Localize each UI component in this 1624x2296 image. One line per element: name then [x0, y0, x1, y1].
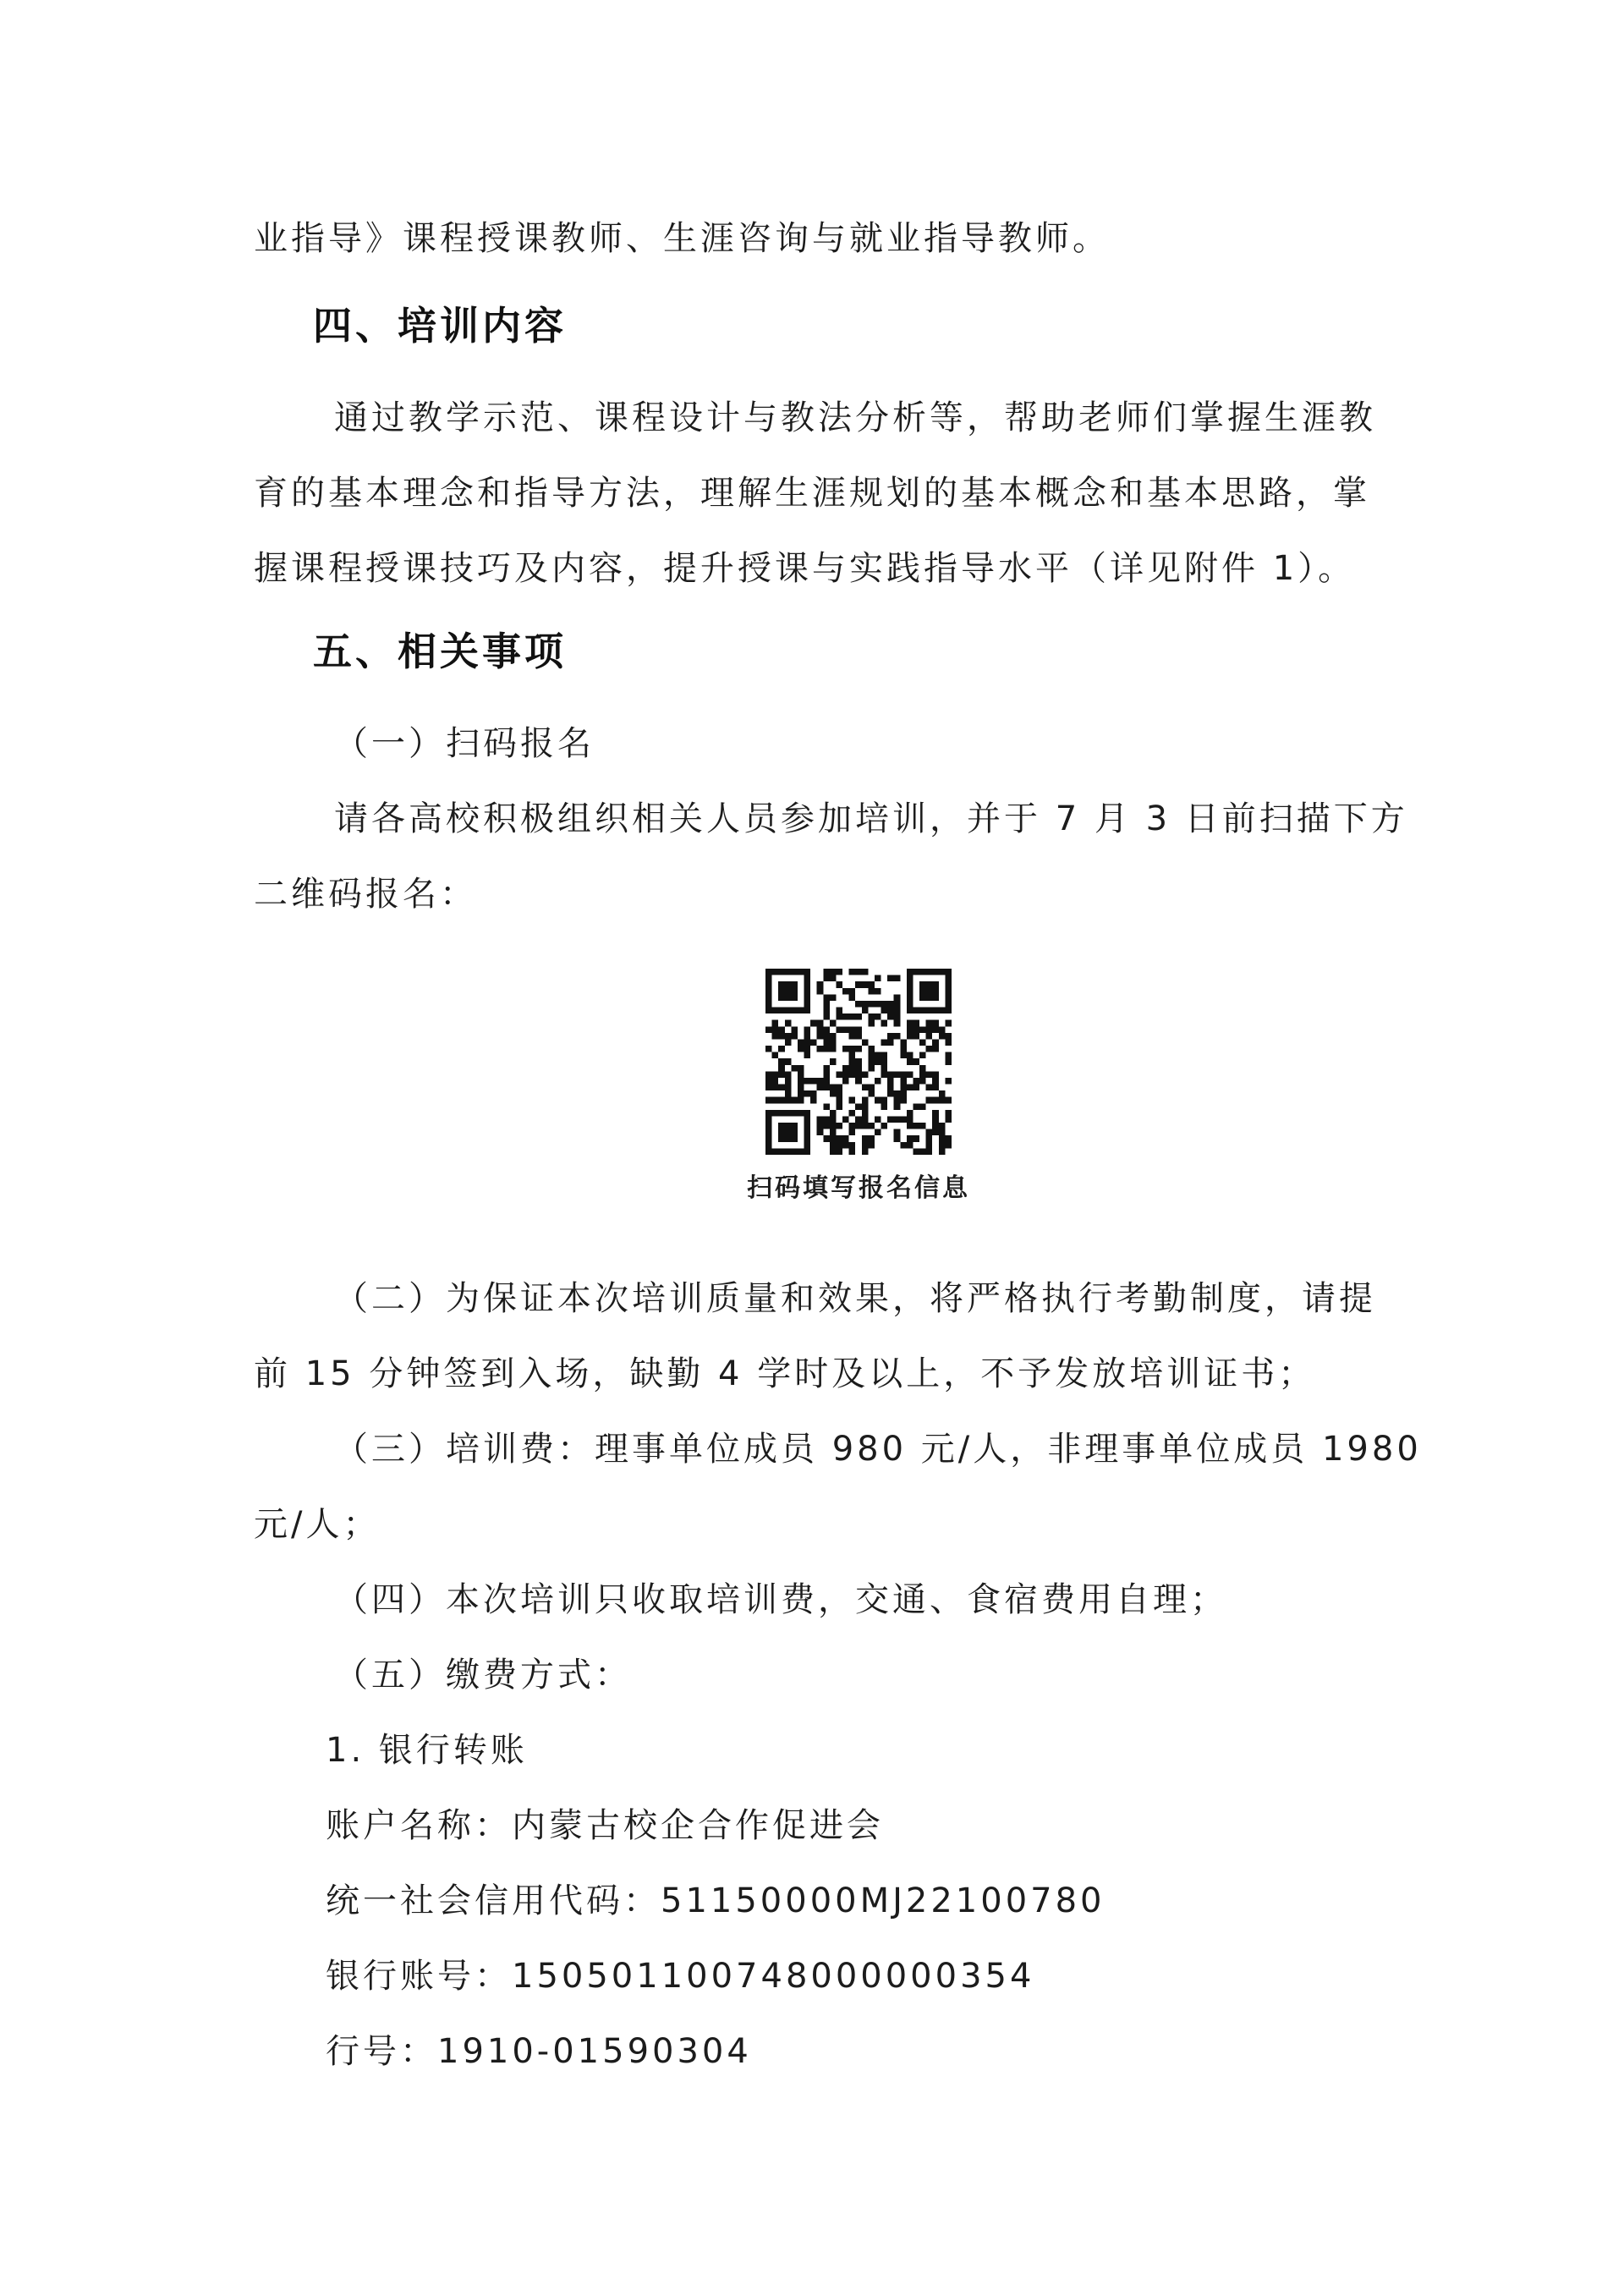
- section4-paragraph-line-3: 握课程授课技巧及内容，提升授课与实践指导水平（详见附件 1）。: [254, 549, 1356, 588]
- account-name: 账户名称：内蒙古校企合作促进会: [326, 1806, 884, 1845]
- item1-line-1: 请各高校积极组织相关人员参加培训，并于 7 月 3 日前扫描下方: [334, 799, 1408, 838]
- item2-line-1: （二）为保证本次培训质量和效果，将严格执行考勤制度，请提: [334, 1279, 1376, 1318]
- section4-heading: 四、培训内容: [313, 303, 567, 349]
- item1-title: （一）扫码报名: [334, 724, 595, 763]
- item1-line-2: 二维码报名：: [254, 875, 477, 914]
- bank-code: 行号：1910-01590304: [326, 2032, 752, 2071]
- item5-line: （五）缴费方式：: [334, 1656, 632, 1695]
- section4-paragraph-line-2: 育的基本理念和指导方法，理解生涯规划的基本概念和基本思路，掌: [254, 474, 1370, 513]
- item2-line-2: 前 15 分钟签到入场，缺勤 4 学时及以上，不予发放培训证书；: [254, 1354, 1316, 1393]
- section3-tail-line: 业指导》课程授课教师、生涯咨询与就业指导教师。: [254, 219, 1110, 258]
- qr-code-graphic: [765, 969, 952, 1155]
- item3-line-2: 元/人；: [254, 1505, 381, 1544]
- item3-line-1: （三）培训费：理事单位成员 980 元/人，非理事单位成员 1980: [334, 1430, 1422, 1469]
- qr-caption: 扫码填写报名信息: [747, 1173, 970, 1203]
- bank-transfer-title: 1. 银行转账: [326, 1731, 528, 1770]
- credit-code: 统一社会信用代码：51150000MJ22100780: [326, 1881, 1106, 1920]
- item4-line: （四）本次培训只收取培训费，交通、食宿费用自理；: [334, 1580, 1227, 1619]
- account-number: 银行账号：150501100748000000354: [326, 1957, 1035, 1996]
- qr-code-icon: [765, 969, 952, 1155]
- section4-paragraph-line-1: 通过教学示范、课程设计与教法分析等，帮助老师们掌握生涯教: [334, 398, 1376, 437]
- section5-heading: 五、相关事项: [313, 629, 567, 674]
